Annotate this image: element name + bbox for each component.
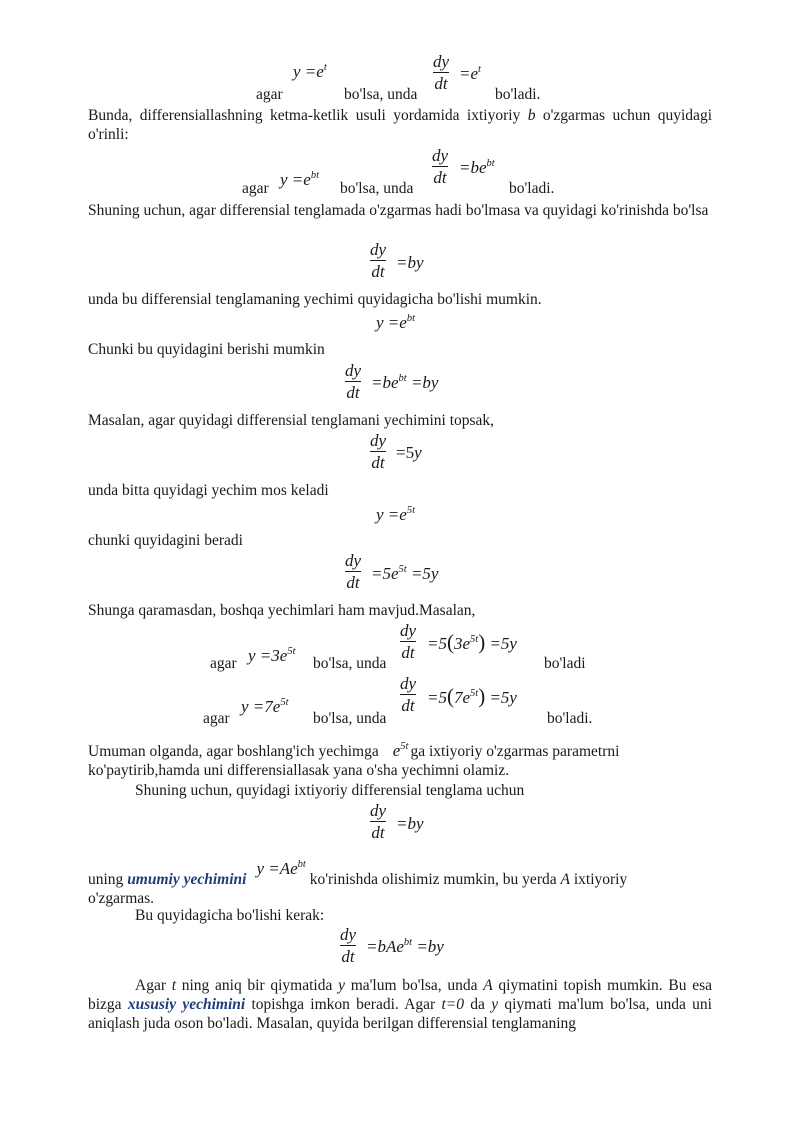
eq1-fraction: dy dt bbox=[433, 52, 450, 93]
paragraph-5: Masalan, agar quyidagi differensial tenglamani yechimini topsak, bbox=[88, 412, 495, 429]
paragraph-3: unda bu differensial tenglamaning yechimi quyidagicha bo'lishi mumkin. bbox=[88, 291, 542, 308]
eq2-agar: agar bbox=[242, 180, 269, 197]
eq10-agar: agar bbox=[203, 710, 230, 727]
paragraph-10: Shuning uchun, quyidagi ixtiyoriy differensial tenglama uchun bbox=[135, 782, 525, 799]
eq1-boladi: bo'ladi. bbox=[495, 86, 541, 103]
eq11-rhs: =by bbox=[396, 814, 424, 833]
paragraph-9: Umuman olganda, agar boshlang'ich yechimga $e^{5t}$ ga ixtiyoriy o'zgarmas parametrni ko'paytirib,hamda uni differensiallasak yana o'sha yechimni olamiz. bbox=[88, 741, 620, 779]
eq2-fraction: dy dt bbox=[432, 146, 449, 187]
eq9-bolsa-unda: bo'lsa, unda bbox=[313, 655, 387, 672]
paragraph-8: Shunga qaramasdan, boshqa yechimlari ham mavjud.Masalan, bbox=[88, 602, 476, 619]
eq9-agar: agar bbox=[210, 655, 237, 672]
eq9-fraction: dy dt bbox=[400, 621, 417, 662]
paragraph-1: Bunda, differensiallashning ketma-ketlik usuli yordamida ixtiyoriy b o'zgarmas uchun quyidagi o'rinli: bbox=[88, 107, 712, 143]
paragraph-6: unda bitta quyidagi yechim mos keladi bbox=[88, 482, 329, 499]
eq3-fraction: dy dt bbox=[370, 240, 387, 281]
eq4: $y =e^{bt}$ bbox=[376, 313, 415, 332]
paragraph-4: Chunki bu quyidagini berishi mumkin bbox=[88, 341, 325, 358]
p9-e5t: $e^{5t}$ bbox=[392, 741, 409, 760]
p11-eq: $y =Ae^{bt}$ bbox=[256, 859, 306, 878]
eq3-rhs: =by bbox=[396, 253, 424, 272]
eq10-rhs: $=5(7e^{5t}) =5y$ bbox=[427, 684, 517, 708]
eq12-rhs: =bAe$^{bt}$ =by bbox=[366, 937, 444, 956]
eq2-lhs: $y =e^{bt}$ bbox=[280, 170, 319, 189]
eq5-fraction: dy dt bbox=[345, 361, 362, 402]
eq9-lhs: $y =3e^{5t}$ bbox=[248, 646, 296, 665]
eq9-boladi: bo'ladi bbox=[544, 655, 586, 672]
paragraph-7: chunki quyidagini beradi bbox=[88, 532, 243, 549]
eq9-rhs: $=5(3e^{5t}) =5y$ bbox=[427, 630, 517, 654]
eq1-lhs: $y =e^t$ bbox=[293, 62, 327, 81]
eq10-bolsa-unda: bo'lsa, unda bbox=[313, 710, 387, 727]
eq8-rhs: $=5e^{5t} =5y$ bbox=[371, 564, 439, 583]
eq7: $y =e^{5t}$ bbox=[376, 505, 415, 524]
eq1-agar: agar bbox=[256, 86, 283, 103]
eq2-boladi: bo'ladi. bbox=[509, 180, 555, 197]
paragraph-2: Shuning uchun, agar differensial tenglamada o'zgarmas hadi bo'lmasa va quyidagi ko'rinishda bo'lsa bbox=[88, 202, 709, 219]
eq2-rhs: $=be^{bt}$ bbox=[459, 158, 495, 177]
eq10-fraction: dy dt bbox=[400, 674, 417, 715]
paragraph-12: Bu quyidagicha bo'lishi kerak: bbox=[135, 907, 325, 924]
eq6-fraction: dy dt bbox=[370, 431, 387, 472]
eq1-bolsa-unda: bo'lsa, unda bbox=[344, 86, 418, 103]
eq10-boladi: bo'ladi. bbox=[547, 710, 593, 727]
eq6-rhs: =5y bbox=[396, 443, 422, 462]
eq11-fraction: dy dt bbox=[370, 801, 387, 842]
paragraph-13: Agar t ning aniq bir qiymatida y ma'lum bo'lsa, unda A qiymatini topish mumkin. Bu esa bizga xususiy yechimini topishga imkon beradi. Agar t=0 da y qiymati ma'lum bo'lsa, unda uni aniqlash juda oson bo'ladi. Masalan, quyida berilgan differensial tenglamaning bbox=[88, 977, 712, 1032]
eq10-lhs: $y =7e^{5t}$ bbox=[241, 697, 289, 716]
eq2-bolsa-unda: bo'lsa, unda bbox=[340, 180, 414, 197]
eq12-fraction: dy dt bbox=[340, 925, 357, 966]
eq8-fraction: dy dt bbox=[345, 551, 362, 592]
paragraph-11: uning umumiy yechiminiy $=Ae^{bt}$ ko'rinishda olishimiz mumkin, bu yerda A ixtiyoriy o'zgarmas. bbox=[88, 859, 628, 907]
eq5-rhs: $=be^{bt} =by$ bbox=[371, 373, 439, 392]
eq1-rhs: $=e^t$ bbox=[459, 64, 481, 83]
